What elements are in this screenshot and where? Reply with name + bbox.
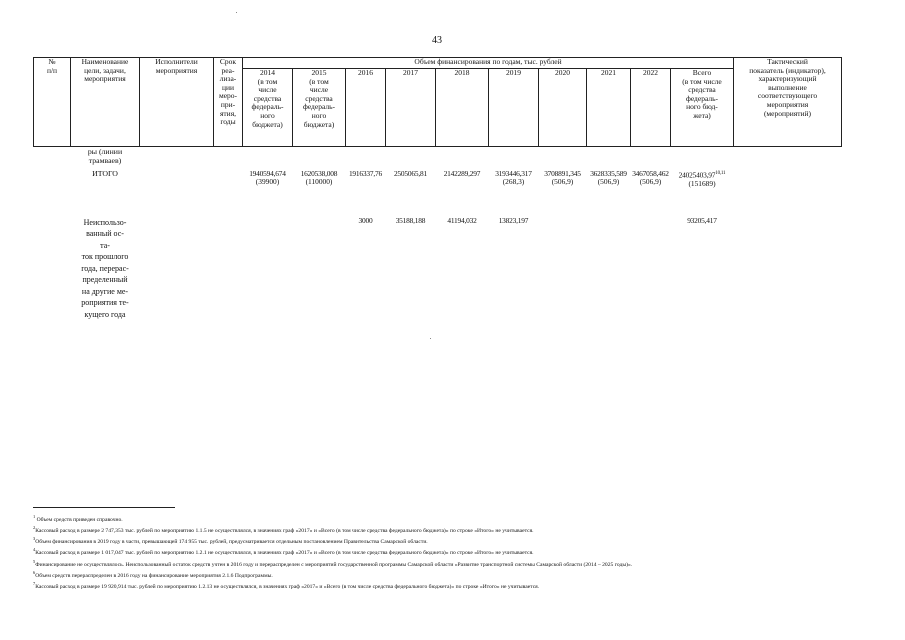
footnote: $^7$Кассовый расход в размере 19 920,914 тыс. рублей по мероприятию 1.2.13 не осуществлялся, в значениях граф «2017» и «Всего (в том числе средства федерального бюджета)» по строке «Итого» не учитывается.	[33, 580, 540, 590]
total-all: 24025403,97	[678, 169, 716, 179]
total-all-footnote-mark: 10,11	[715, 170, 726, 176]
unused-balance-label: Неиспользо- ванный ос- та- ток прошлого года, перерас- пределенный на другие ме- роприятия те- кущего года	[81, 217, 129, 319]
footnote: $^6$Объем средств перераспределен в 2016 году на финансирование мероприятия 2.1.6 Подпрограммы.	[33, 569, 273, 579]
header-total: Всего (в том числе средства федераль- ного бюд- жета)	[671, 69, 734, 147]
total-2019: 3193446,317	[495, 168, 532, 178]
total-label: ИТОГО	[92, 168, 118, 178]
total-2021: 3628335,589	[590, 168, 627, 178]
total-2020-federal: (506,9)	[551, 177, 574, 187]
scan-speck	[236, 12, 237, 13]
header-name: Наименование цели, задачи, мероприятия	[71, 58, 140, 147]
unused-2017: 35188,188	[395, 215, 426, 225]
header-executors: Исполнители мероприятия	[140, 58, 214, 147]
header-finance-group: Объем финансирования по годам, тыс. рублей	[243, 58, 734, 69]
header-year-2019: 2019	[489, 69, 539, 147]
footnotes	[33, 513, 823, 591]
unused-total: 93205,417	[687, 215, 717, 225]
header-year-2022: 2022	[631, 69, 671, 147]
header-year-2017: 2017	[386, 69, 436, 147]
footnote: $^5$Финансирование не осуществлялось. Неиспользованный остаток средств учтен в 2016 году и перераспределен с мероприятий государственной программы Самарской области «Развитие транспортной системы Самарской области (2014 – 2025 годы)».	[33, 558, 633, 568]
total-2018: 2142289,297	[443, 168, 481, 178]
unused-2016: 3000	[358, 215, 373, 225]
header-indicator: Тактический показатель (индикатор), характеризующий выполнение соответствующего мероприятия (мероприятий)	[734, 58, 842, 147]
total-2015-federal: (110000)	[305, 177, 333, 187]
footnote-separator	[33, 507, 175, 508]
total-2019-federal: (268,3)	[502, 177, 525, 187]
unused-2018: 41194,032	[447, 215, 477, 225]
header-year-2018: 2018	[436, 69, 489, 147]
footnote: $^4$Кассовый расход в размере 1 017,047 тыс. рублей по мероприятию 1.2.1 не осуществлялся, в значениях граф «2017» и «Всего (в том числе средства федерального бюджета)» по строке «Итого» не учитывается.	[33, 547, 534, 557]
header-term: Срок реа- лиза- ции меро- при- ятия, годы	[214, 58, 243, 147]
table-row-total	[34, 169, 842, 216]
header-year-2015: 2015 (в том числе средства федераль- ного бюджета)	[293, 69, 346, 147]
footnote: $^2$Кассовый расход в размере 2 747,353 тыс. рублей по мероприятию 1.1.5 не осуществлялся, в значениях граф «2017» и «Всего (в том числе средства федерального бюджета)» по строке «Итого» не учитывается.	[33, 525, 534, 535]
total-2022-federal: (506,9)	[639, 177, 662, 187]
total-2020: 3708891,345	[544, 168, 581, 178]
unused-2019: 13823,197	[498, 215, 529, 225]
financing-table	[33, 57, 842, 320]
total-2017: 2505065,81	[393, 168, 428, 178]
header-year-2021: 2021	[587, 69, 631, 147]
header-year-2014: 2014 (в том числе средства федераль- ного бюджета)	[243, 69, 293, 147]
header-no: № п/п	[34, 58, 71, 147]
total-2014: 1940594,674	[249, 168, 286, 178]
page-number: 43	[432, 35, 442, 46]
header-year-2020: 2020	[539, 69, 587, 147]
total-2016: 1916337,76	[348, 168, 383, 178]
footnote: $^3$Объем финансирования в 2019 году в части, превышающей 174 955 тыс. рублей, предусматривается отдельным постановлением Правительства Самарской области.	[33, 536, 428, 546]
total-2014-federal: (39900)	[255, 177, 280, 187]
scan-speck	[430, 338, 431, 339]
continuation-text: ры (линии трамваев)	[87, 147, 123, 165]
total-2015: 1620538,008	[300, 168, 338, 178]
total-2021-federal: (506,9)	[597, 177, 620, 187]
footnote: $^1$ Объем средств приведен справочно.	[33, 514, 123, 523]
table-row-continuation	[34, 147, 842, 169]
total-2022: 3467058,462	[632, 168, 669, 178]
table-row-unused-balance	[34, 216, 842, 321]
total-all-federal: (151689)	[688, 178, 716, 188]
header-year-2016: 2016	[346, 69, 386, 147]
